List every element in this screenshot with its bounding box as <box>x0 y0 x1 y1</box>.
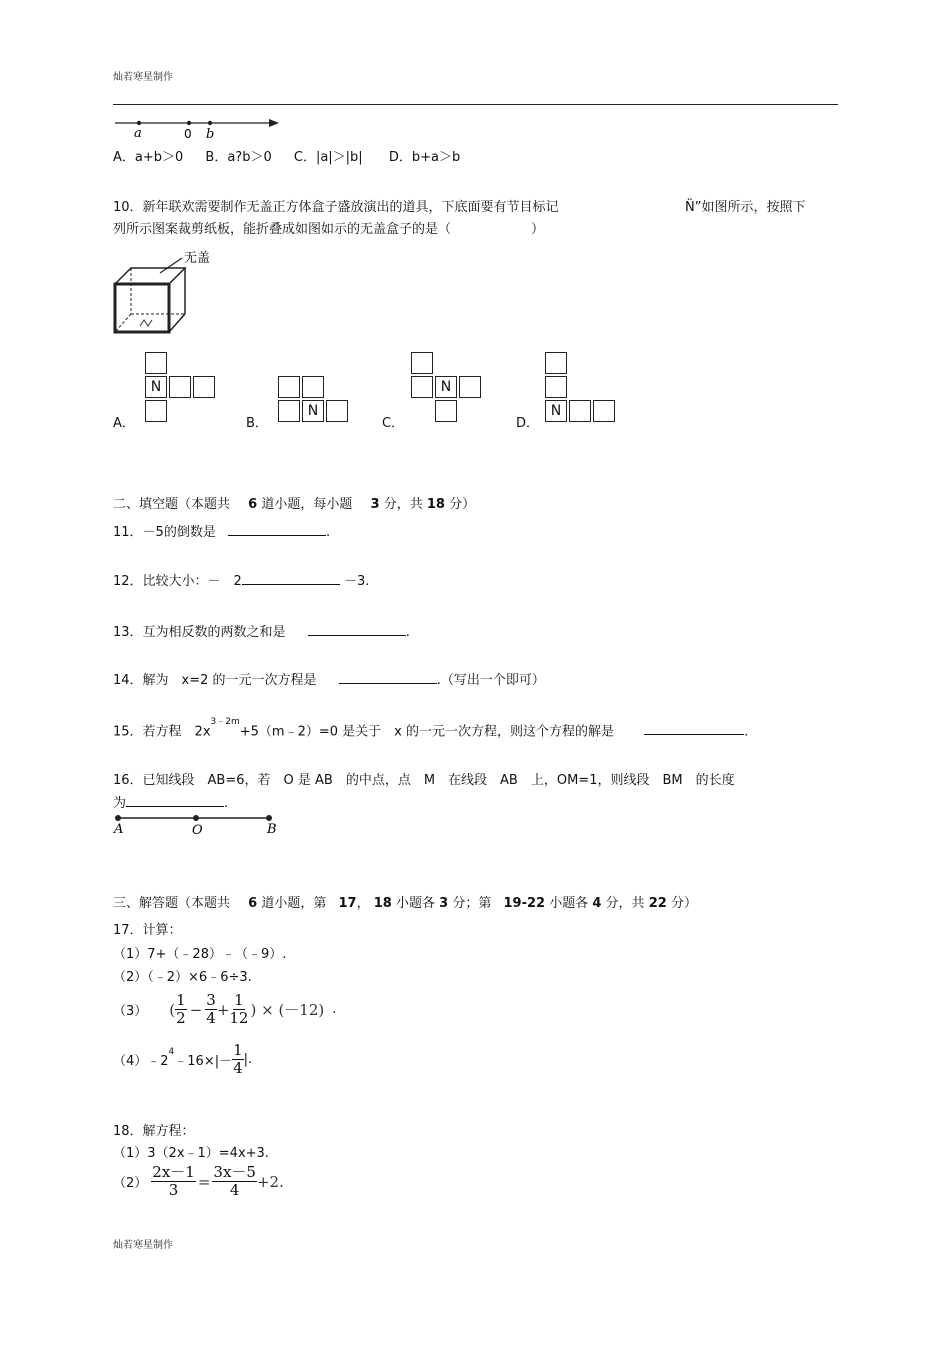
section3-n2: 17 <box>338 896 357 911</box>
q10-line2 <box>113 218 544 237</box>
q10-option-a-label: A． <box>113 416 135 431</box>
sub4-frac-num: 1 <box>233 1041 243 1059</box>
q18-sub2-label: （2） <box>113 1176 148 1191</box>
section3-n3: 18 <box>373 896 392 911</box>
q17-sub3-minus: − <box>189 1000 203 1019</box>
section2-heading <box>113 493 475 512</box>
section3-heading <box>113 892 697 911</box>
q12 <box>113 570 369 589</box>
q10-line2-end: ） <box>531 222 545 237</box>
q18-sub2-right-frac <box>212 1164 257 1199</box>
page-footer: 灿若寒星制作 <box>113 1240 173 1251</box>
frac1-den: 2 <box>176 1009 186 1027</box>
q17-sub3-label: （3） <box>113 1004 148 1019</box>
net-c-letter: N <box>435 376 457 398</box>
q14-end: .（写出一个即可） <box>436 673 545 688</box>
q12-answer-blank[interactable] <box>242 572 340 585</box>
q18-sub1: （1）3（2x﹣1）=4x+3. <box>113 1146 269 1161</box>
q17-sub4-end: |. <box>243 1052 253 1067</box>
q17-sub3-frac3 <box>229 992 248 1027</box>
q14-answer-blank[interactable] <box>339 671 437 684</box>
section2-n2: 3 <box>370 497 380 512</box>
section2-n3: 18 <box>426 497 445 512</box>
q15-end: . <box>744 724 749 740</box>
numberline-label-a: a <box>134 126 142 141</box>
q12-end: －3. <box>343 574 370 589</box>
q10-option-b-label: B． <box>246 416 268 431</box>
point-label-o: O <box>192 823 203 838</box>
q9-option-c: C．|a|＞|b| <box>293 150 363 165</box>
q18-sub2-end: +2. <box>256 1172 284 1191</box>
q15-text: 15．若方程 2x <box>113 724 211 740</box>
section3-n1: 6 <box>248 896 258 911</box>
q16-end: . <box>224 796 229 811</box>
q15-exponent: 3﹣2m <box>210 717 240 727</box>
q17-sub4 <box>113 1042 252 1077</box>
q13-text: 13．互为相反数的两数之和是 <box>113 625 286 640</box>
section3-p6: 小题各 <box>549 896 589 911</box>
section2-p1: 二、填空题（本题共 <box>113 497 231 512</box>
section2-p3: 分，共 <box>383 497 423 512</box>
q17-sub3-frac1 <box>175 992 187 1027</box>
section3-p2: 道小题，第 <box>261 896 327 911</box>
q15 <box>113 717 749 740</box>
section3-n7: 22 <box>648 896 667 911</box>
section3-p8: 分） <box>670 896 697 911</box>
q10-option-c-label: C． <box>382 416 405 431</box>
section3-n6: 4 <box>592 896 602 911</box>
q16-line1: 16．已知线段 AB=6，若 O 是 AB 的中点，点 M 在线段 AB 上，OM=1，则线段 BM 的长度 <box>113 773 735 788</box>
numberline-label-b: b <box>206 127 215 142</box>
q11 <box>113 521 330 540</box>
q10-line1: 10．新年联欢需要制作无盖正方体盒子盛放演出的道具，下底面要有节目标记 <box>113 200 559 215</box>
q14 <box>113 669 545 688</box>
frac2-num: 3 <box>206 991 216 1009</box>
net-b-letter: N <box>302 400 324 422</box>
q9-options <box>113 146 460 165</box>
q12-text: 12．比较大小：－ 2 <box>113 574 242 589</box>
q18-sub2-left-frac <box>151 1164 196 1199</box>
q17-sub3 <box>113 992 336 1027</box>
q15-answer-blank[interactable] <box>644 722 744 735</box>
q9-option-b: B．a?b＞0 <box>205 150 272 165</box>
q17-sub3-plus: + <box>216 1000 230 1019</box>
section3-p1: 三、解答题（本题共 <box>113 896 231 911</box>
frac3-den: 12 <box>229 1009 249 1027</box>
section2-p4: 分） <box>449 497 476 512</box>
q9-option-a: A．a+b＞0 <box>113 150 184 165</box>
right-frac-den: 4 <box>229 1181 240 1199</box>
frac1-num: 1 <box>176 991 186 1009</box>
q14-text: 14．解为 x=2 的一元一次方程是 <box>113 673 317 688</box>
numberline-label-0: 0 <box>184 127 192 141</box>
number-line <box>113 112 283 142</box>
page-header: 灿若寒星制作 <box>113 72 173 83</box>
point-label-b: B <box>267 822 277 837</box>
sub4-frac-den: 4 <box>233 1059 243 1077</box>
section3-p5: 分；第 <box>452 896 492 911</box>
frac3-num: 1 <box>234 991 244 1009</box>
q13-end: . <box>405 625 410 640</box>
q13-answer-blank[interactable] <box>308 623 406 636</box>
header-rule <box>113 104 838 105</box>
q15-mid: +5（m﹣2）=0 是关于 x 的一元一次方程，则这个方程的解是 <box>239 724 614 740</box>
q10-option-d-label: D． <box>516 416 540 431</box>
q17-sub2: （2）（﹣2）×6﹣6÷3. <box>113 970 252 985</box>
box-label: 无盖 <box>184 251 211 266</box>
section2-p2: 道小题，每小题 <box>261 497 353 512</box>
q17-sub3-end: . <box>332 1002 337 1017</box>
q17-sub4-label: （4）﹣2 <box>113 1054 169 1069</box>
q11-text: 11．－5的倒数是 <box>113 525 216 540</box>
left-frac-num: 2x－1 <box>152 1163 195 1181</box>
section3-n4: 3 <box>439 896 449 911</box>
q16-line2 <box>113 792 228 811</box>
q17-sub4-frac <box>232 1042 244 1077</box>
q17-sub4-mid: ﹣16×|－ <box>174 1054 233 1069</box>
right-frac-num: 3x－5 <box>213 1163 256 1181</box>
q13 <box>113 621 410 640</box>
q10-line2-text: 列所示图案裁剪纸板，能折叠成如图如示的无盖盒子的是（ <box>113 222 452 237</box>
q18-sub2-eq: = <box>197 1172 211 1191</box>
q16-answer-blank[interactable] <box>126 794 224 807</box>
q11-answer-blank[interactable] <box>228 523 326 536</box>
segment-figure <box>112 812 287 838</box>
frac2-den: 4 <box>206 1009 216 1027</box>
section3-p3: ， <box>356 896 370 911</box>
q17-sub3-open: ( <box>169 1000 176 1019</box>
q17-sub4-exponent: 4 <box>168 1046 175 1057</box>
point-label-a: A <box>114 822 124 837</box>
q10-line1b: N̈”如图所示，按照下 <box>685 200 806 215</box>
left-frac-den: 3 <box>168 1181 179 1199</box>
section3-n5: 19-22 <box>503 896 546 911</box>
q17-sub3-frac2 <box>205 992 217 1027</box>
section2-n1: 6 <box>248 497 258 512</box>
q17-title: 17．计算： <box>113 923 182 938</box>
section3-p4: 小题各 <box>395 896 435 911</box>
q11-end: . <box>325 525 331 540</box>
q17-sub1: （1）7+（﹣28）﹣（﹣9）. <box>113 947 287 962</box>
q18-sub2 <box>113 1164 284 1199</box>
q9-option-d: D．b+a＞b <box>388 150 461 165</box>
net-d-letter: N <box>545 400 567 422</box>
q17-sub3-close: ) × (－12) <box>250 1001 325 1019</box>
open-box-figure <box>110 246 225 338</box>
section3-p7: 分，共 <box>605 896 645 911</box>
net-a-letter: N <box>145 376 167 398</box>
q18-title: 18．解方程： <box>113 1124 195 1139</box>
q16-line2-text: 为 <box>113 796 127 811</box>
